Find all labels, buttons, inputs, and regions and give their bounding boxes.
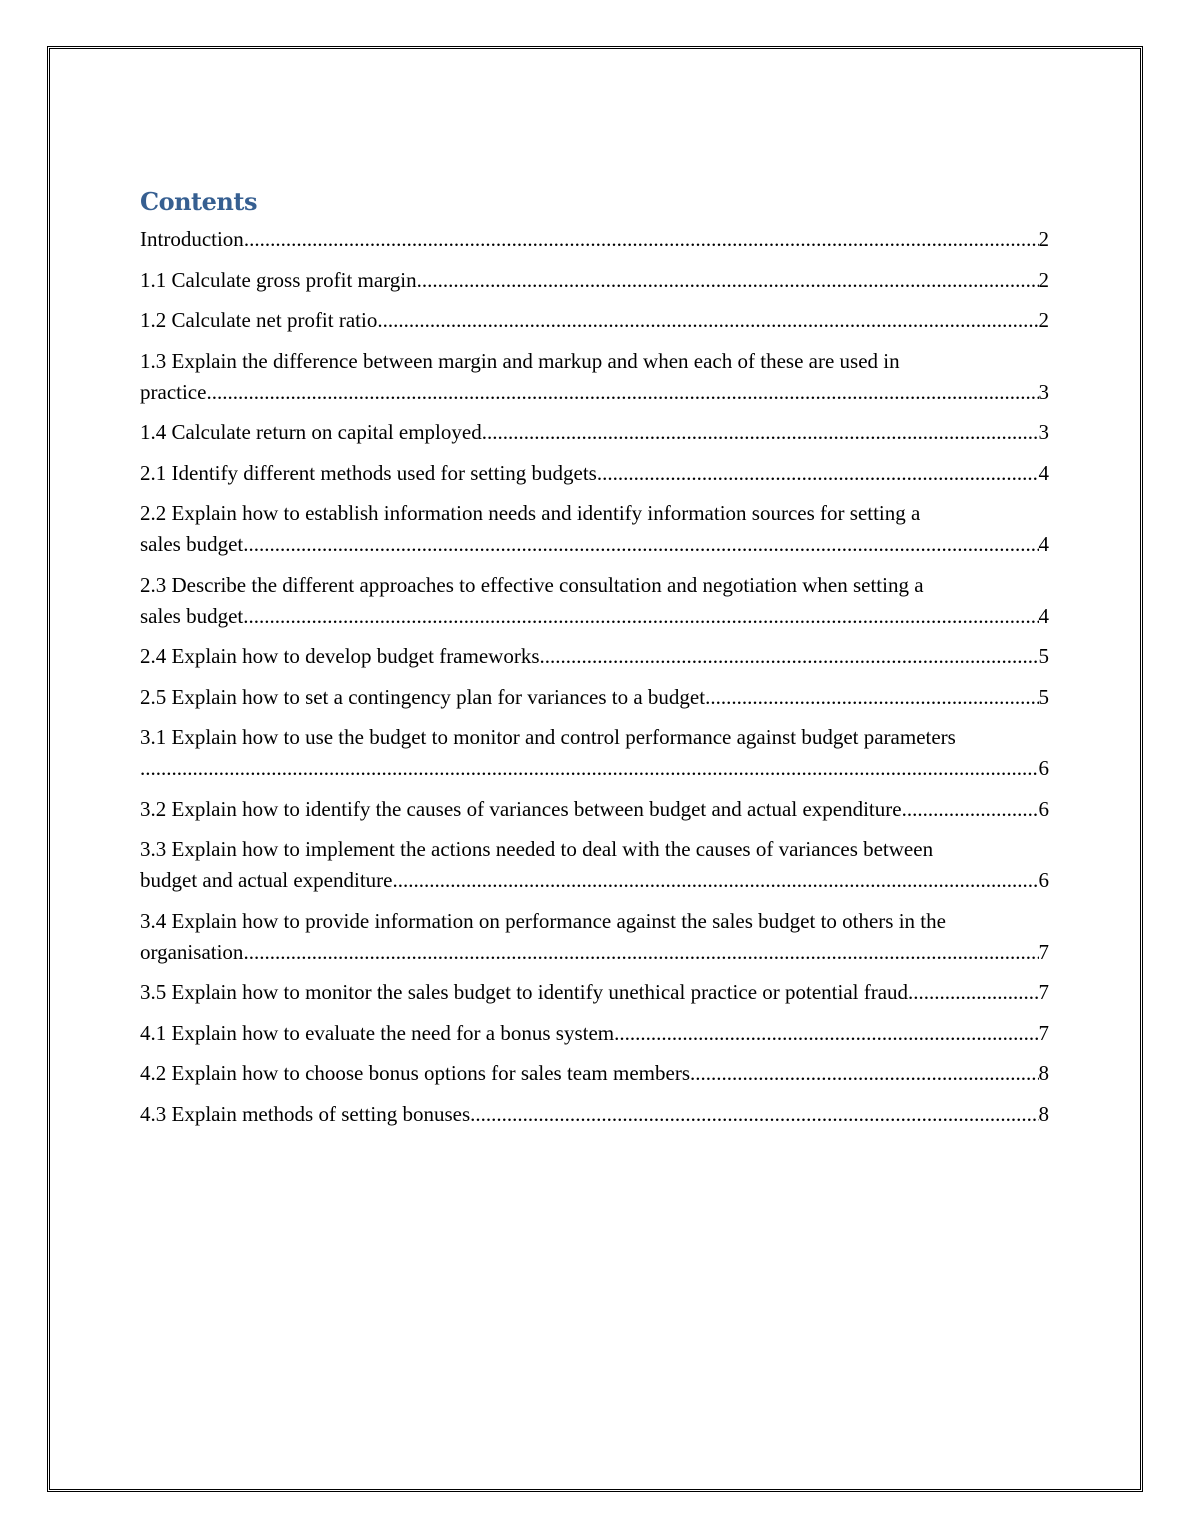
toc-dot-leader — [614, 1018, 1038, 1049]
toc-dot-leader — [470, 1099, 1038, 1130]
toc-entry-title: 1.1 Calculate gross profit margin — [140, 267, 417, 292]
toc-entry[interactable] — [140, 977, 1049, 1008]
toc-page-number: 8 — [1038, 1101, 1049, 1126]
toc-dot-leader — [417, 265, 1039, 296]
toc-dot-leader — [243, 529, 1038, 560]
toc-entry[interactable] — [140, 224, 1049, 255]
toc-page-number: 5 — [1038, 684, 1049, 709]
toc-page-number: 2 — [1038, 227, 1049, 251]
toc-entry[interactable] — [140, 458, 1049, 489]
toc-entry-title: 3.5 Explain how to monitor the sales budget to identify unethical practice or potential fraud — [140, 980, 909, 1004]
toc-entry-title: 4.3 Explain methods of setting bonuses — [140, 1101, 471, 1126]
toc-dot-leader — [377, 305, 1038, 336]
toc-dot-leader — [244, 224, 1039, 255]
toc-dot-leader — [243, 601, 1038, 632]
toc-entry-title: 1.2 Calculate net profit ratio — [140, 308, 378, 332]
toc-dot-leader — [243, 937, 1038, 968]
toc-dot-leader — [597, 458, 1039, 489]
toc-entry-title: 1.4 Calculate return on capital employed — [140, 420, 482, 444]
toc-entry-title: 2.1 Identify different methods used for setting budgets — [140, 460, 597, 485]
toc-entry-title: 3.2 Explain how to identify the causes of variances between budget and actual expenditure — [140, 796, 902, 821]
toc-page-number: 2 — [1038, 308, 1049, 332]
toc-page-number: 5 — [1038, 644, 1049, 668]
toc-dot-leader — [392, 865, 1038, 896]
toc-page-number: 2 — [1038, 267, 1049, 292]
toc-entry[interactable] — [140, 346, 1049, 408]
toc-entry[interactable] — [140, 1018, 1049, 1049]
toc-entry[interactable] — [140, 682, 1049, 713]
toc-entries — [140, 224, 1049, 1130]
toc-entry-title-first-line: 2.2 Explain how to establish information needs and identify information sources for setting a — [140, 501, 921, 525]
toc-page-number: 3 — [1038, 379, 1049, 404]
toc-entry-title: 4.2 Explain how to choose bonus options for sales team members — [140, 1061, 690, 1085]
toc-page-number: 7 — [1038, 980, 1049, 1004]
toc-entry[interactable] — [140, 722, 1049, 784]
toc-entry-title-first-line: 2.3 Describe the different approaches to effective consultation and negotiation when setting a — [140, 572, 924, 597]
toc-page-number: 6 — [1038, 796, 1049, 821]
toc-entry[interactable] — [140, 305, 1049, 336]
toc-entry-title: sales budget — [140, 532, 244, 556]
toc-entry-title-first-line: 1.3 Explain the difference between margin and markup and when each of these are used in — [140, 348, 900, 373]
toc-dot-leader — [206, 377, 1038, 408]
toc-page-number: 4 — [1038, 460, 1049, 485]
toc-page-number: 4 — [1038, 603, 1049, 628]
toc-entry-title-first-line: 3.1 Explain how to use the budget to monitor and control performance against budget parameters — [140, 725, 956, 749]
toc-dot-leader — [140, 753, 1039, 784]
toc-entry-title: 2.5 Explain how to set a contingency plan for variances to a budget — [140, 684, 706, 709]
toc-entry[interactable] — [140, 265, 1049, 296]
toc-page-number: 8 — [1038, 1061, 1049, 1085]
toc-dot-leader — [482, 417, 1039, 448]
toc-dot-leader — [908, 977, 1038, 1008]
toc-entry[interactable] — [140, 906, 1049, 968]
toc-page-number: 7 — [1038, 939, 1049, 964]
toc-dot-leader — [705, 682, 1038, 713]
toc-entry[interactable] — [140, 570, 1049, 632]
toc-entry-title: sales budget — [140, 603, 244, 628]
toc-entry[interactable] — [140, 417, 1049, 448]
toc-dot-leader — [540, 641, 1039, 672]
toc-entry-title-first-line: 3.3 Explain how to implement the actions needed to deal with the causes of variances between — [140, 837, 934, 861]
toc-entry-title: budget and actual expenditure — [140, 868, 393, 892]
toc-entry[interactable] — [140, 834, 1049, 896]
toc-entry-title: practice — [140, 379, 207, 404]
toc-entry-title: Introduction — [140, 227, 244, 251]
toc-entry-title: 2.4 Explain how to develop budget frameworks — [140, 644, 540, 668]
toc-title: Contents — [140, 187, 257, 216]
toc-entry[interactable] — [140, 1099, 1049, 1130]
toc-entry[interactable] — [140, 794, 1049, 825]
toc-page-number: 4 — [1038, 532, 1049, 556]
toc-entry-title: 4.1 Explain how to evaluate the need for a bonus system — [140, 1020, 615, 1045]
toc-dot-leader — [902, 794, 1039, 825]
toc-entry[interactable] — [140, 1058, 1049, 1089]
toc-entry-title: organisation — [140, 939, 244, 964]
toc-page-number: 6 — [1038, 868, 1049, 892]
toc-dot-leader — [690, 1058, 1039, 1089]
toc-entry[interactable] — [140, 498, 1049, 560]
toc-page-number: 3 — [1038, 420, 1049, 444]
toc-entry-title-first-line: 3.4 Explain how to provide information on performance against the sales budget to others in the — [140, 908, 946, 933]
table-of-contents — [140, 186, 1049, 1139]
toc-page-number: 6 — [1038, 756, 1049, 780]
toc-entry[interactable] — [140, 641, 1049, 672]
toc-page-number: 7 — [1038, 1020, 1049, 1045]
